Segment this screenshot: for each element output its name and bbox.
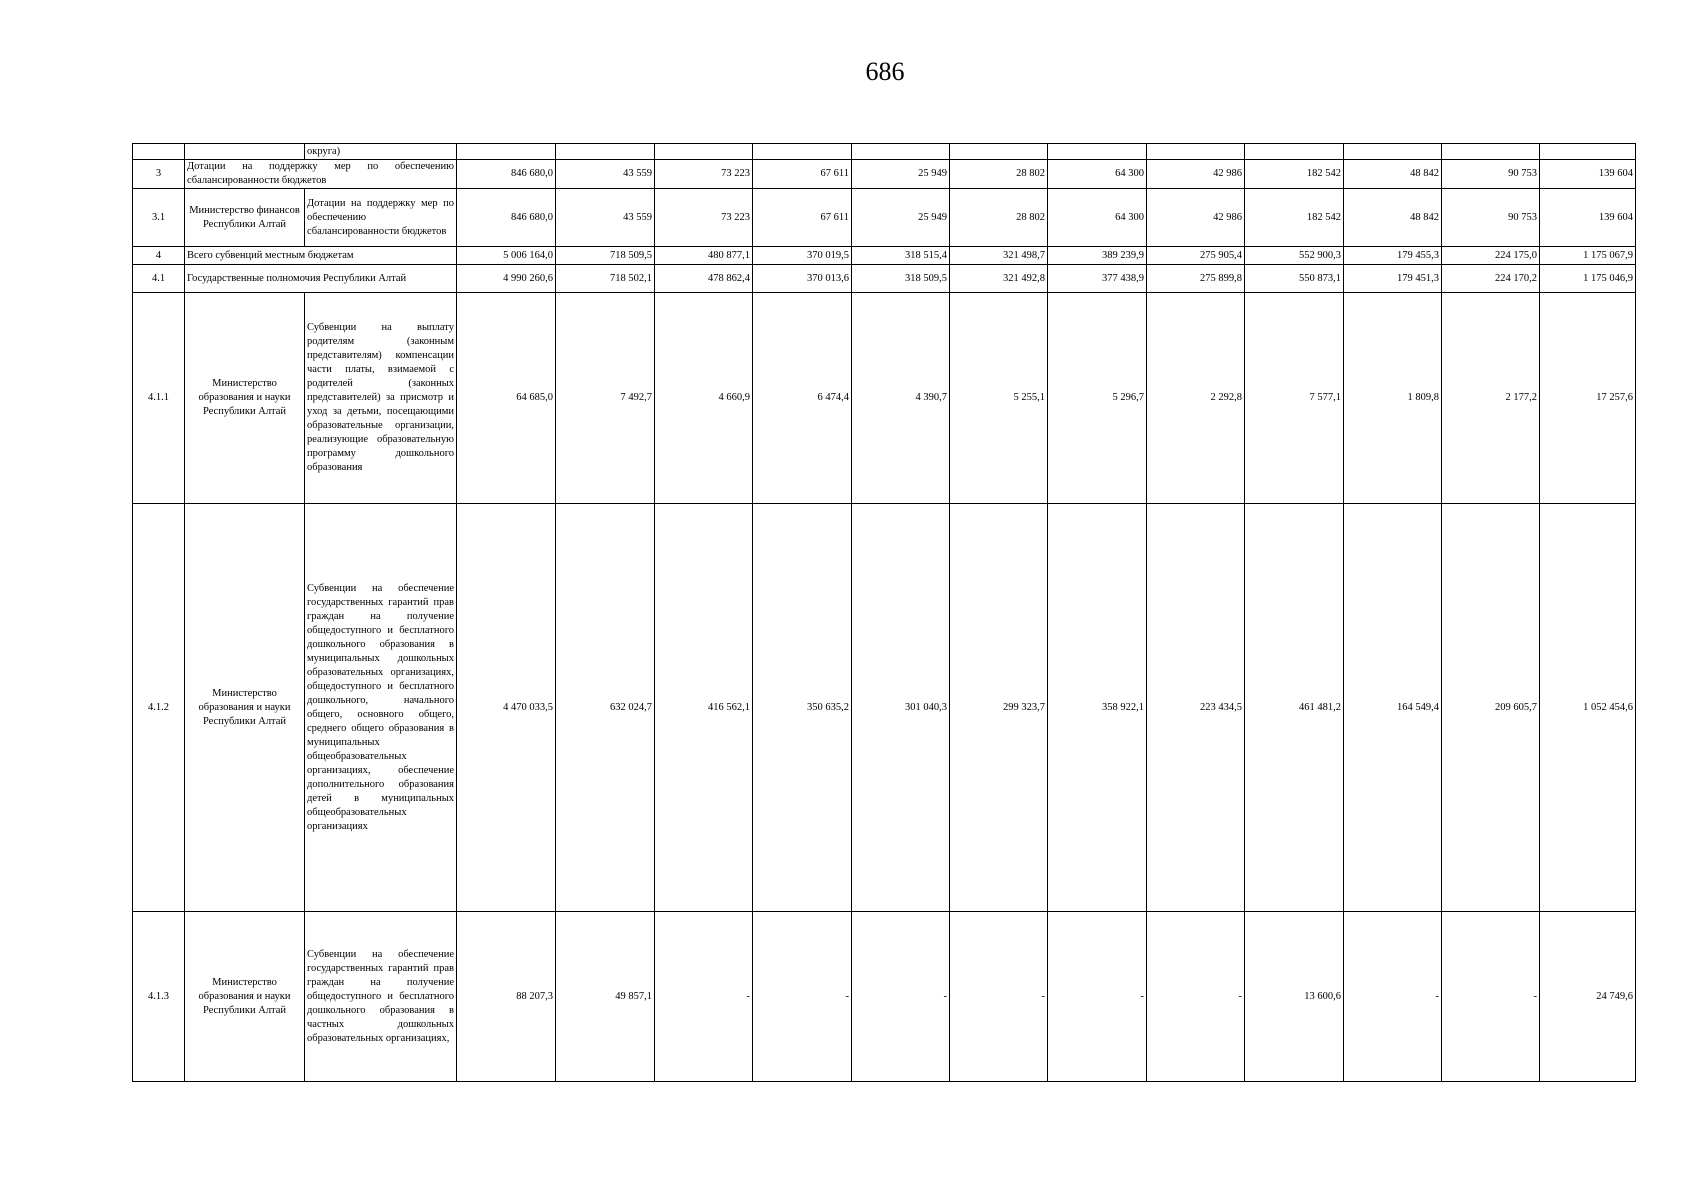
value-cell	[753, 144, 852, 160]
value-cell: -	[1048, 912, 1147, 1082]
row-organization: Министерство образования и науки Республики Алтай	[185, 504, 305, 912]
value-cell	[852, 144, 950, 160]
value-cell: 370 013,6	[753, 265, 852, 293]
value-cell: 478 862,4	[655, 265, 753, 293]
value-cell: 718 509,5	[556, 247, 655, 265]
row-organization: Министерство образования и науки Республики Алтай	[185, 293, 305, 504]
table-row	[133, 912, 1636, 1082]
value-cell: 43 559	[556, 189, 655, 247]
value-cell	[457, 144, 556, 160]
value-cell: 25 949	[852, 189, 950, 247]
value-cell: 48 842	[1344, 160, 1442, 189]
row-description: Субвенции на обеспечение государственных гарантий прав граждан на получение общедоступного и бесплатного дошкольного образования в частных дошкольных образовательных организациях,	[305, 912, 457, 1082]
value-cell: 5 255,1	[950, 293, 1048, 504]
table-row	[133, 265, 1636, 293]
value-cell: 6 474,4	[753, 293, 852, 504]
value-cell: 64 300	[1048, 189, 1147, 247]
row-description: Субвенции на обеспечение государственных гарантий прав граждан на получение общедоступного и бесплатного дошкольного образования в муниципальных дошкольных образовательных организациях, общедоступного и бесплатного дошкольного, начального общего, основного общего, среднего общего образования в муниципальных общеобразовательных организациях, обеспечение дополнительного образования детей в муниципальных общеобразовательных организациях	[305, 504, 457, 912]
table-row	[133, 504, 1636, 912]
table-row	[133, 247, 1636, 265]
row-description: Государственные полномочия Республики Алтай	[185, 265, 457, 293]
value-cell: 2 292,8	[1147, 293, 1245, 504]
value-cell	[1048, 144, 1147, 160]
value-cell: 48 842	[1344, 189, 1442, 247]
value-cell: 7 577,1	[1245, 293, 1344, 504]
value-cell	[1344, 144, 1442, 160]
row-code: 3.1	[133, 189, 185, 247]
value-cell: 182 542	[1245, 189, 1344, 247]
value-cell: 718 502,1	[556, 265, 655, 293]
value-cell: 88 207,3	[457, 912, 556, 1082]
value-cell: 209 605,7	[1442, 504, 1540, 912]
value-cell: 223 434,5	[1147, 504, 1245, 912]
value-cell: 5 006 164,0	[457, 247, 556, 265]
value-cell: 139 604	[1540, 160, 1636, 189]
value-cell: 1 052 454,6	[1540, 504, 1636, 912]
value-cell: 42 986	[1147, 160, 1245, 189]
value-cell: 139 604	[1540, 189, 1636, 247]
value-cell: 318 509,5	[852, 265, 950, 293]
row-description: Дотации на поддержку мер по обеспечению сбалансированности бюджетов	[305, 189, 457, 247]
value-cell: 632 024,7	[556, 504, 655, 912]
value-cell: -	[1344, 912, 1442, 1082]
row-code: 3	[133, 160, 185, 189]
row-organization: Министерство образования и науки Республики Алтай	[185, 912, 305, 1082]
value-cell: -	[1442, 912, 1540, 1082]
table-row	[133, 189, 1636, 247]
value-cell: 275 905,4	[1147, 247, 1245, 265]
value-cell: -	[753, 912, 852, 1082]
value-cell	[1245, 144, 1344, 160]
table-row	[133, 160, 1636, 189]
value-cell: 275 899,8	[1147, 265, 1245, 293]
value-cell: 480 877,1	[655, 247, 753, 265]
value-cell: 321 492,8	[950, 265, 1048, 293]
value-cell: 49 857,1	[556, 912, 655, 1082]
value-cell: 224 170,2	[1442, 265, 1540, 293]
value-cell: 1 175 067,9	[1540, 247, 1636, 265]
row-description: Субвенции на выплату родителям (законным представителям) компенсации части платы, взимаемой с родителей (законных представителей) за присмотр и уход за детьми, посещающими образовательные организации, реализующие образовательную программу дошкольного образования	[305, 293, 457, 504]
value-cell: 299 323,7	[950, 504, 1048, 912]
row-code	[133, 144, 185, 160]
value-cell: 377 438,9	[1048, 265, 1147, 293]
value-cell: 179 451,3	[1344, 265, 1442, 293]
value-cell: -	[852, 912, 950, 1082]
value-cell: 461 481,2	[1245, 504, 1344, 912]
value-cell: 4 660,9	[655, 293, 753, 504]
row-code: 4.1.3	[133, 912, 185, 1082]
value-cell: 370 019,5	[753, 247, 852, 265]
value-cell: 5 296,7	[1048, 293, 1147, 504]
value-cell: 182 542	[1245, 160, 1344, 189]
value-cell: 179 455,3	[1344, 247, 1442, 265]
value-cell: 224 175,0	[1442, 247, 1540, 265]
budget-table	[132, 143, 1636, 1082]
value-cell: 350 635,2	[753, 504, 852, 912]
value-cell: 42 986	[1147, 189, 1245, 247]
table-row	[133, 144, 1636, 160]
value-cell: 43 559	[556, 160, 655, 189]
value-cell: 7 492,7	[556, 293, 655, 504]
value-cell: 846 680,0	[457, 189, 556, 247]
value-cell: 25 949	[852, 160, 950, 189]
value-cell: 164 549,4	[1344, 504, 1442, 912]
value-cell: 2 177,2	[1442, 293, 1540, 504]
row-organization	[185, 144, 305, 160]
row-organization: Министерство финансов Республики Алтай	[185, 189, 305, 247]
row-description: Всего субвенций местным бюджетам	[185, 247, 457, 265]
value-cell: 550 873,1	[1245, 265, 1344, 293]
value-cell	[950, 144, 1048, 160]
value-cell: 1 175 046,9	[1540, 265, 1636, 293]
value-cell	[1442, 144, 1540, 160]
value-cell: 416 562,1	[655, 504, 753, 912]
value-cell: 28 802	[950, 160, 1048, 189]
value-cell: 24 749,6	[1540, 912, 1636, 1082]
page-number: 686	[865, 57, 905, 86]
value-cell: 321 498,7	[950, 247, 1048, 265]
value-cell: 389 239,9	[1048, 247, 1147, 265]
value-cell: 73 223	[655, 189, 753, 247]
value-cell: 13 600,6	[1245, 912, 1344, 1082]
row-description: округа)	[305, 144, 457, 160]
value-cell: 301 040,3	[852, 504, 950, 912]
value-cell: 64 300	[1048, 160, 1147, 189]
row-description: Дотации на поддержку мер по обеспечению сбалансированности бюджетов	[185, 160, 457, 189]
row-code: 4.1.1	[133, 293, 185, 504]
value-cell: 4 470 033,5	[457, 504, 556, 912]
value-cell: 1 809,8	[1344, 293, 1442, 504]
value-cell: -	[655, 912, 753, 1082]
value-cell: 318 515,4	[852, 247, 950, 265]
value-cell	[655, 144, 753, 160]
value-cell	[556, 144, 655, 160]
value-cell: 73 223	[655, 160, 753, 189]
value-cell: 90 753	[1442, 160, 1540, 189]
row-code: 4	[133, 247, 185, 265]
value-cell: 4 390,7	[852, 293, 950, 504]
value-cell: 552 900,3	[1245, 247, 1344, 265]
value-cell: 28 802	[950, 189, 1048, 247]
value-cell: 67 611	[753, 160, 852, 189]
value-cell: 90 753	[1442, 189, 1540, 247]
value-cell	[1147, 144, 1245, 160]
value-cell: 846 680,0	[457, 160, 556, 189]
value-cell: 4 990 260,6	[457, 265, 556, 293]
value-cell: -	[1147, 912, 1245, 1082]
value-cell: -	[950, 912, 1048, 1082]
value-cell: 358 922,1	[1048, 504, 1147, 912]
value-cell	[1540, 144, 1636, 160]
value-cell: 17 257,6	[1540, 293, 1636, 504]
value-cell: 64 685,0	[457, 293, 556, 504]
value-cell: 67 611	[753, 189, 852, 247]
row-code: 4.1	[133, 265, 185, 293]
table-row	[133, 293, 1636, 504]
row-code: 4.1.2	[133, 504, 185, 912]
